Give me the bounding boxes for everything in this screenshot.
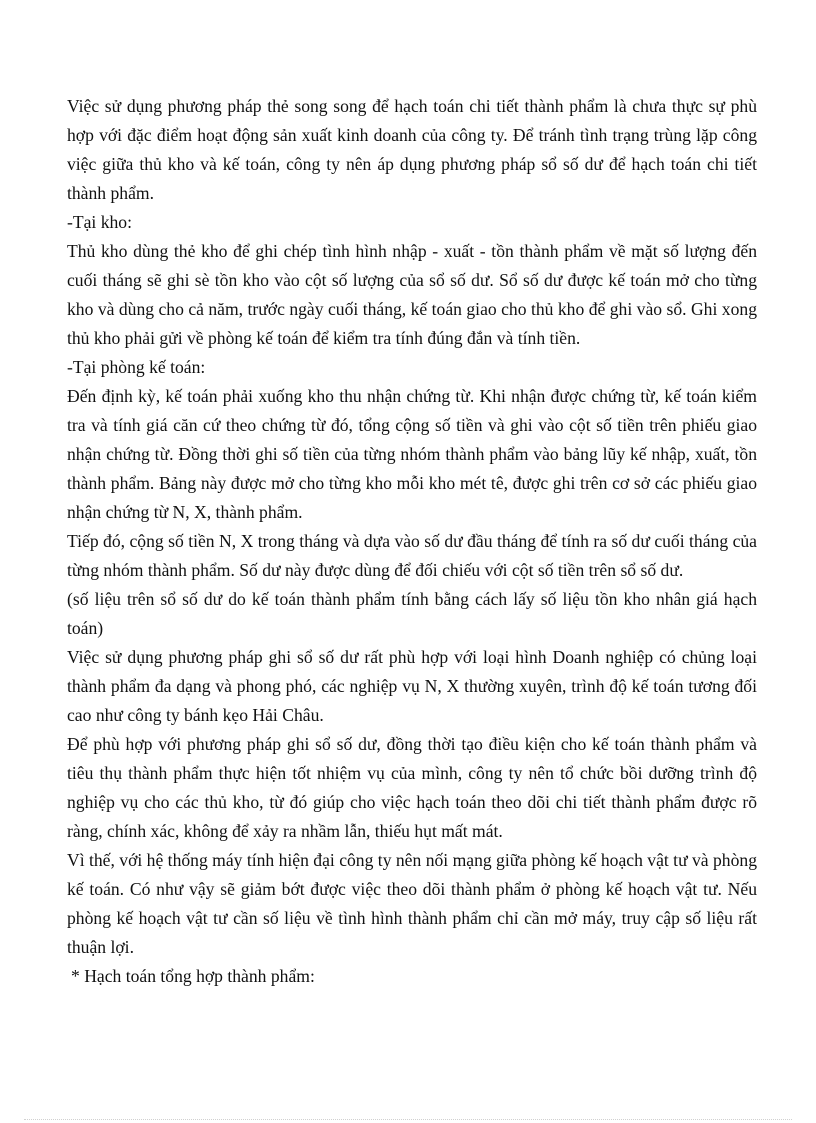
paragraph-vi-the: Vì thế, với hệ thống máy tính hiện đại công ty nên nối mạng giữa phòng kế hoạch vật tư và phòng kế toán. Có như vậy sẽ giảm bớt được việc theo dõi thành phẩm ở phòng kế hoạch vật tư. Nếu phòng kế hoạch vật tư cần số liệu về tình hình thành phẩm chỉ cần mở máy, truy cập số liệu rất thuận lợi. [67,850,757,957]
heading-tai-phong-ke-toan: -Tại phòng kế toán: [67,357,206,377]
paragraph-intro: Việc sử dụng phương pháp thẻ song song để hạch toán chi tiết thành phẩm là chưa thực sự phù hợp với đặc điểm hoạt động sản xuất kinh doanh của công ty. Để tránh tình trạng trùng lặp công việc giữa thủ kho và kế toán, công ty nên áp dụng phương pháp sổ số dư để hạch toán chi tiết thành phẩm. [67,96,757,203]
paragraph-viec-su-dung: Việc sử dụng phương pháp ghi sổ số dư rất phù hợp với loại hình Doanh nghiệp có chủng loại thành phẩm đa dạng và phong phó, các nghiệp vụ N, X thường xuyên, trình độ kế toán tương đối cao như công ty bánh kẹo Hải Châu. [67,647,757,725]
heading-tai-kho: -Tại kho: [67,212,132,232]
paragraph-dinh-ky: Đến định kỳ, kế toán phải xuống kho thu nhận chứng từ. Khi nhận được chứng từ, kế toán kiểm tra và tính giá căn cứ theo chứng từ đó, tổng cộng số tiền và ghi vào cột số tiền trên phiếu giao nhận chứng từ. Đồng thời ghi số tiền của từng nhóm thành phẩm vào bảng lũy kế nhập, xuất, tồn thành phẩm. Bảng này được mở cho từng kho mỗi kho mét tê, được ghi trên cơ sở các phiếu giao nhận chứng từ N, X, thành phẩm. [67,386,757,522]
paragraph-tiep-do: Tiếp đó, cộng số tiền N, X trong tháng và dựa vào số dư đầu tháng để tính ra số dư cuối tháng của từng nhóm thành phẩm. Số dư này được dùng để đối chiếu với cột số tiền trên sổ số dư. [67,531,757,580]
heading-hach-toan-tong-hop: * Hạch toán tổng hợp thành phẩm: [71,966,315,986]
document-body [67,92,757,991]
paragraph-tai-kho: Thủ kho dùng thẻ kho để ghi chép tình hình nhập - xuất - tồn thành phẩm về mặt số lượng đến cuối tháng sẽ ghi sè tồn kho vào cột số lượng của sổ số dư. Sổ số dư được kế toán mở cho từng kho và dùng cho cả năm, trước ngày cuối tháng, kế toán giao cho thủ kho để ghi vào sổ. Ghi xong thủ kho phải gửi về phòng kế toán để kiểm tra tính đúng đắn và tính tiền. [67,241,757,348]
page-bottom-divider [24,1119,792,1120]
paragraph-de-phu-hop: Để phù hợp với phương pháp ghi sổ số dư, đồng thời tạo điều kiện cho kế toán thành phẩm và tiêu thụ thành phẩm thực hiện tốt nhiệm vụ của mình, công ty nên tổ chức bồi dưỡng trình độ nghiệp vụ cho các thủ kho, từ đó giúp cho việc hạch toán theo dõi chi tiết thành phẩm được rõ ràng, chính xác, không để xảy ra nhầm lẫn, thiếu hụt mất mát. [67,734,757,841]
paragraph-so-lieu-note: (số liệu trên sổ số dư do kế toán thành phẩm tính bằng cách lấy số liệu tồn kho nhân giá hạch toán) [67,589,757,638]
